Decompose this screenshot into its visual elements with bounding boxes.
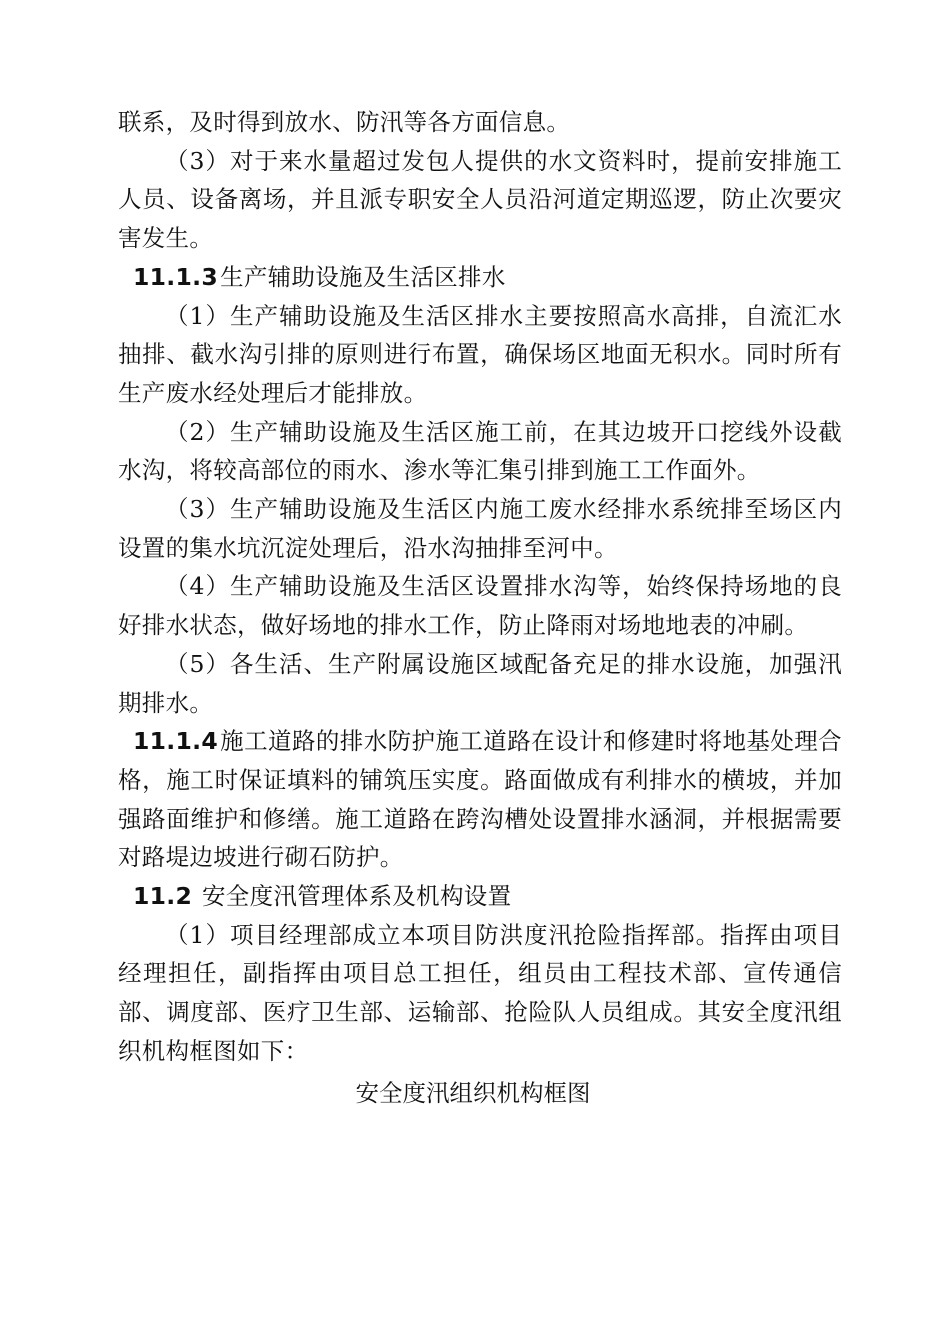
paragraph-item-1-drainage: （1）生产辅助设施及生活区排水主要按照高水高排，自流汇水抽排、截水沟引排的原则进行布置，确保场区地面无积水。同时所有生产废水经处理后才能排放。 [118, 301, 842, 407]
figure-caption: 安全度汛组织机构框图 [355, 1078, 591, 1107]
paragraph-item-4-drainage: （4）生产辅助设施及生活区设置排水沟等，始终保持场地的良好排水状态，做好场地的排水工作，防止降雨对场地地表的冲刷。 [118, 572, 842, 640]
section-heading-11-2 [118, 877, 842, 916]
section-number: 11.1.4 [133, 727, 219, 756]
paragraph-item-2-drainage: （2）生产辅助设施及生活区施工前，在其边坡开口挖线外设截水沟，将较高部位的雨水、渗水等汇集引排到施工工作面外。 [118, 417, 842, 485]
paragraph-item-3-hydrology: （3）对于来水量超过发包人提供的水文资料时，提前安排施工人员、设备离场，并且派专职安全人员沿河道定期巡逻，防止次要灾害发生。 [118, 146, 842, 253]
section-number: 11.1.3 [133, 262, 219, 291]
paragraph-item-5-drainage: （5）各生活、生产附属设施区域配备充足的排水设施，加强汛期排水。 [118, 649, 842, 717]
section-title: 安全度汛管理体系及机构设置 [201, 882, 512, 911]
section-heading-11-1-3 [118, 258, 842, 297]
section-number: 11.2 [133, 882, 193, 911]
section-body: 施工道路的排水防护施工道路在设计和修建时将地基处理合格，施工时保证填料的铺筑压实度。路面做成有利排水的横坡，并加强路面维护和修缮。施工道路在跨沟槽处设置排水涵洞，并根据需要对路堤边坡进行砌石防护。 [118, 727, 842, 872]
section-11-1-4 [118, 722, 842, 877]
section-title: 生产辅助设施及生活区排水 [220, 262, 506, 291]
paragraph-item-3-drainage: （3）生产辅助设施及生活区内施工废水经排水系统排至场区内设置的集水坑沉淀处理后，沿水沟抽排至河中。 [118, 495, 842, 562]
paragraph-item-1-organization: （1）项目经理部成立本项目防洪度汛抢险指挥部。指挥由项目经理担任，副指挥由项目总工担任，组员由工程技术部、宣传通信部、调度部、医疗卫生部、运输部、抢险队人员组成。其安全度汛组织机构框图如下： [118, 920, 842, 1065]
paragraph-continuation: 联系，及时得到放水、防汛等各方面信息。 [118, 108, 571, 136]
